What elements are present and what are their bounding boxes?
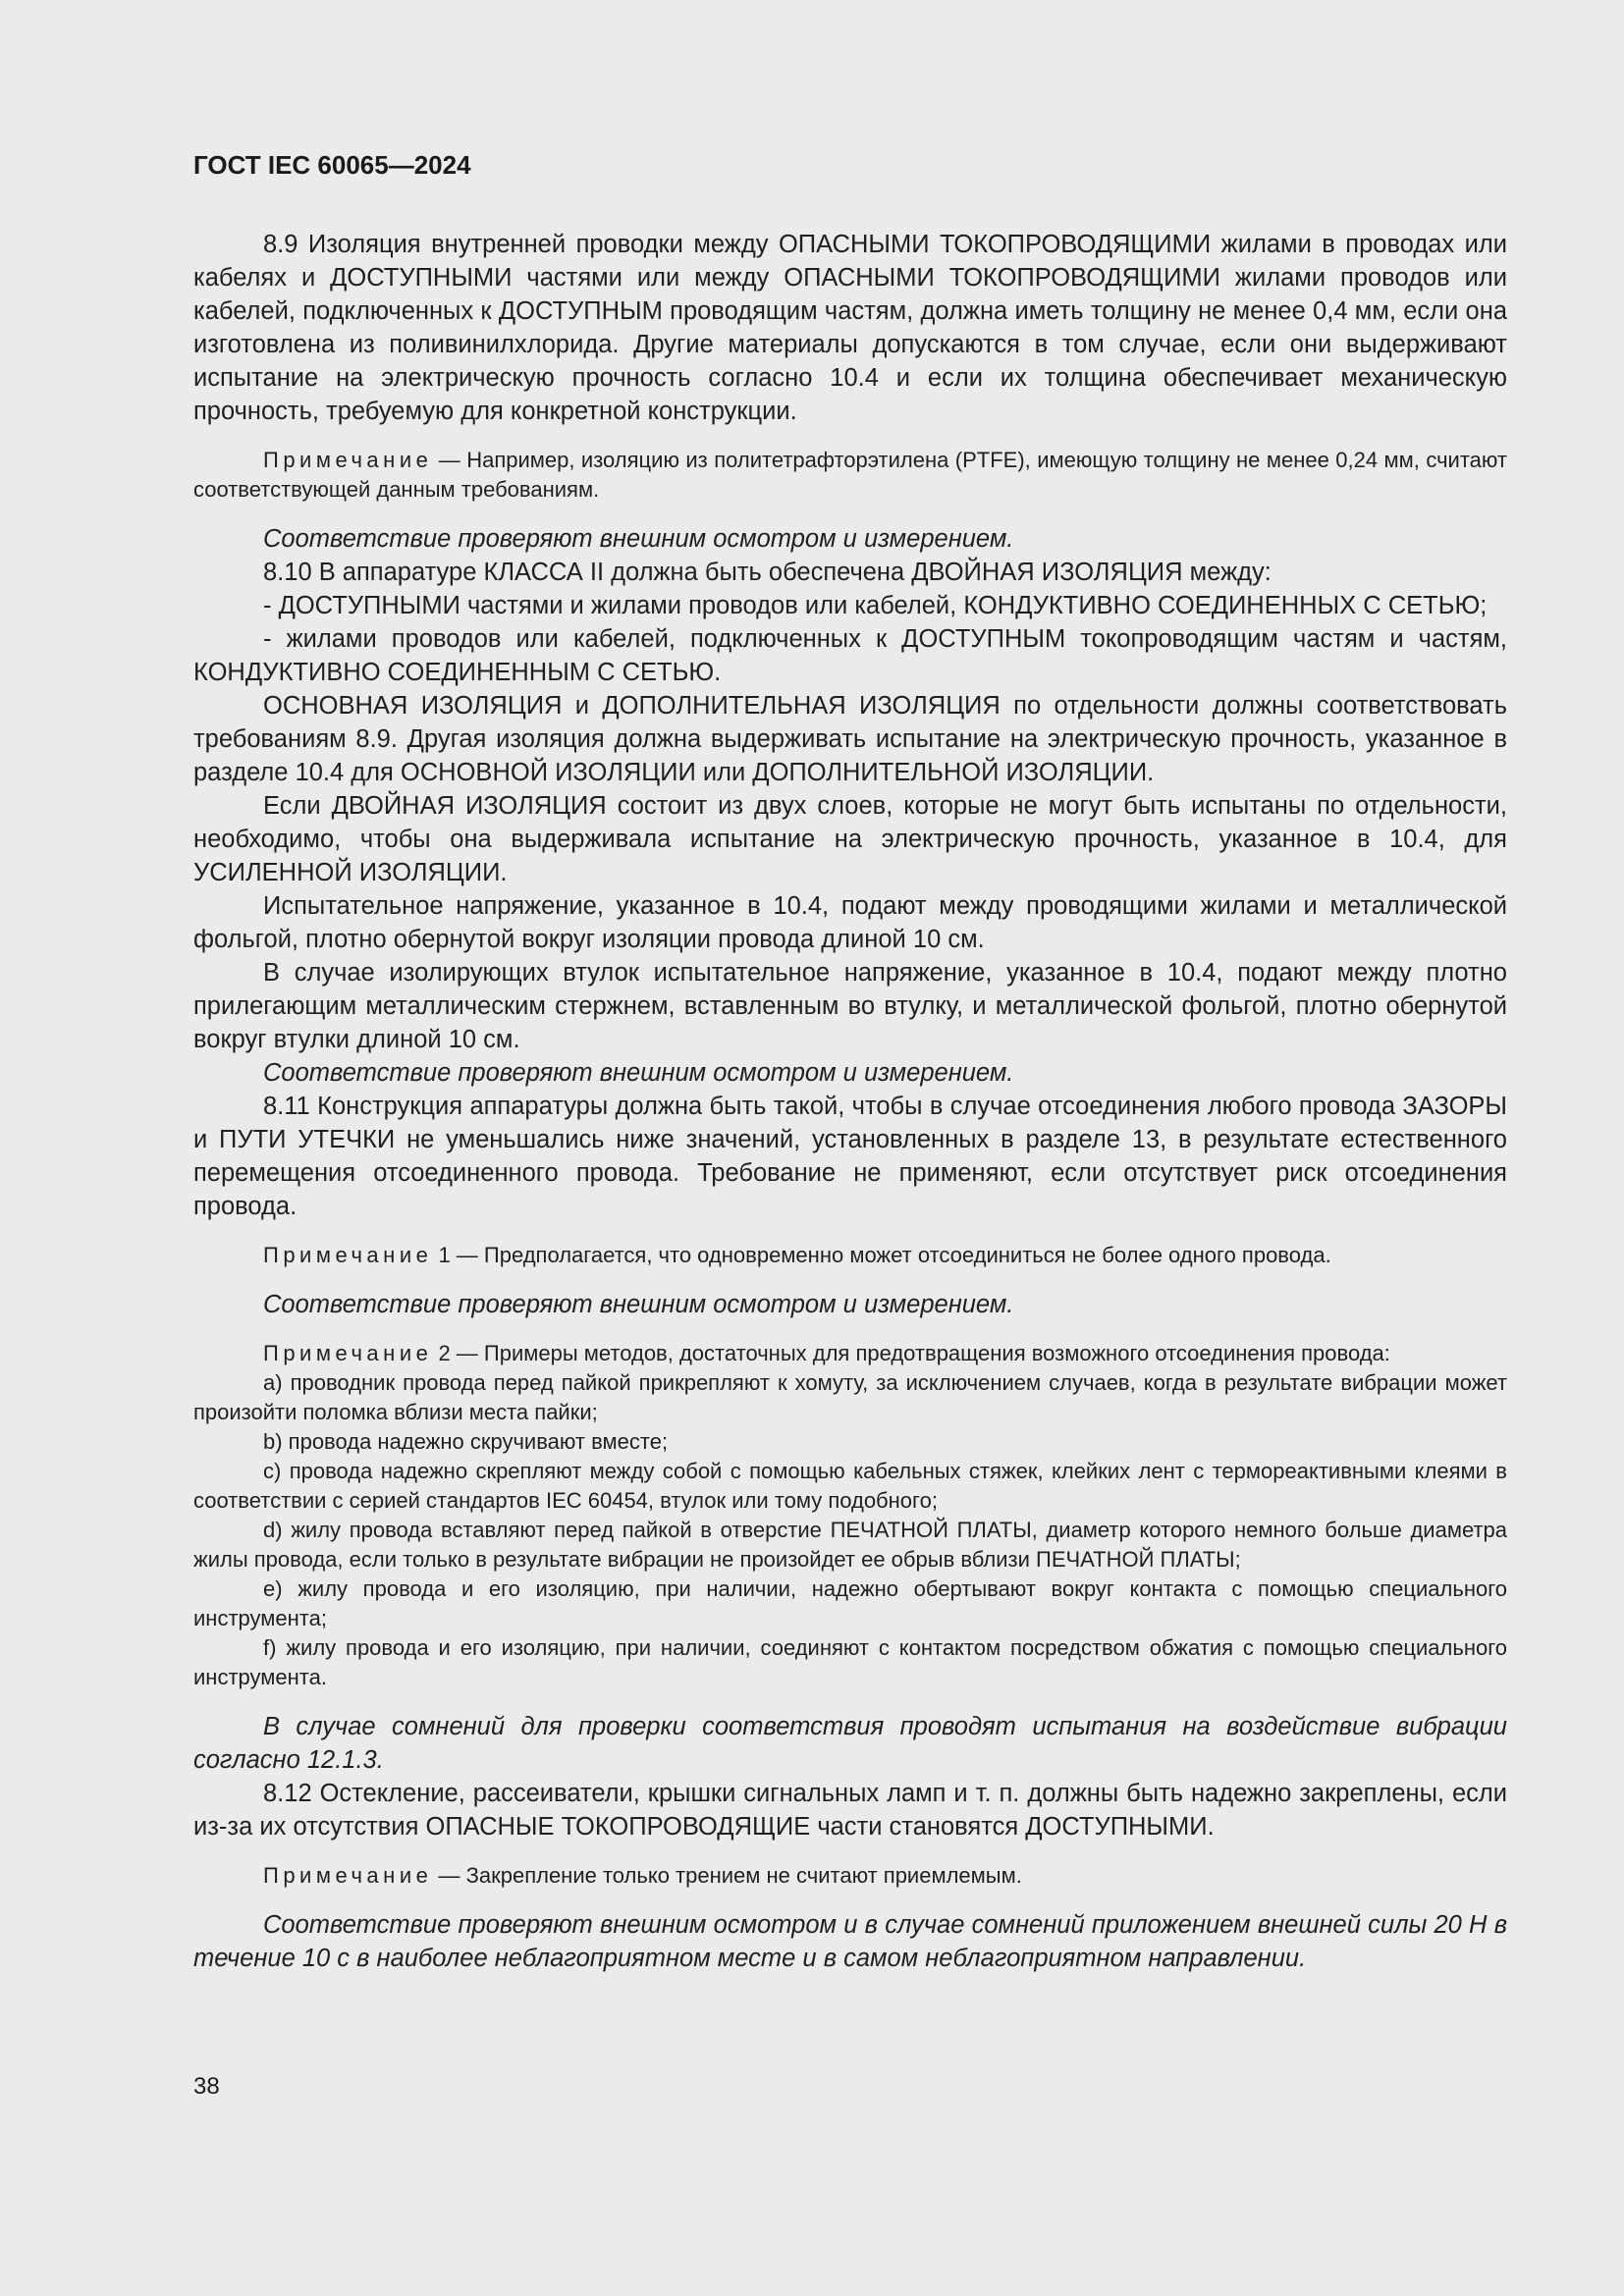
page-number: 38 [193,2073,220,2100]
note-text: — Например, изоляцию из политетрафторэтилена (PTFE), имеющую толщину не менее 0,24 мм, считают соответствующей данным требованиям. [193,448,1507,502]
paragraph: Испытательное напряжение, указанное в 10.4, подают между проводящими жилами и металлической фольгой, плотно обернутой вокруг изоляции провода длиной 10 см. [193,892,1507,953]
list-item: d) жилу провода вставляют перед пайкой в отверстие ПЕЧАТНОЙ ПЛАТЫ, диаметр которого немного больше диаметра жилы провода, если только в результате вибрации не произойдет ее обрыв вблизи ПЕЧАТНОЙ ПЛАТЫ; [193,1518,1507,1572]
compliance-check: Соответствие проверяют внешним осмотром и измерением. [263,1291,1014,1318]
paragraph: ОСНОВНАЯ ИЗОЛЯЦИЯ и ДОПОЛНИТЕЛЬНАЯ ИЗОЛЯЦИЯ по отдельности должны соответствовать требованиям 8.9. Другая изоляция должна выдерживать испытание на электрическую прочность, указанное в разделе 10.4 для ОСНОВНОЙ ИЗОЛЯЦИИ или ДОПОЛНИТЕЛЬНОЙ ИЗОЛЯЦИИ. [193,692,1507,786]
document-header: ГОСТ IEC 60065—2024 [193,150,471,180]
document-page [193,147,1507,1975]
paragraph: В случае изолирующих втулок испытательное напряжение, указанное в 10.4, подают между плотно прилегающим металлическим стержнем, вставленным во втулку, и металлической фольгой, плотно обернутой вокруг втулки длиной 10 см. [193,959,1507,1053]
note-label: Примечание [263,1341,433,1365]
list-item: b) провода надежно скручивают вместе; [263,1429,669,1454]
note-text: 2 — Примеры методов, достаточных для предотвращения возможного отсоединения провода: [432,1341,1390,1365]
paragraph: Если ДВОЙНАЯ ИЗОЛЯЦИЯ состоит из двух слоев, которые не могут быть испытаны по отдельности, необходимо, чтобы она выдерживала испытание на электрическую прочность, указанное в 10.4, для УСИЛЕННОЙ ИЗОЛЯЦИИ. [193,792,1507,886]
note-1 [193,1241,1507,1270]
list-item: f) жилу провода и его изоляцию, при наличии, соединяют с контактом посредством обжатия с помощью специального инструмента. [193,1635,1507,1689]
list-item: e) жилу провода и его изоляцию, при наличии, надежно обертывают вокруг контакта с помощью специального инструмента; [193,1576,1507,1630]
paragraph-8-10: 8.10 В аппаратуре КЛАССА II должна быть обеспечена ДВОЙНАЯ ИЗОЛЯЦИЯ между: [263,559,1272,586]
list-item: a) проводник провода перед пайкой прикрепляют к хомуту, за исключением случаев, когда в результате вибрации может произойти поломка вблизи места пайки; [193,1370,1507,1424]
paragraph-8-12: 8.12 Остекление, рассеиватели, крышки сигнальных ламп и т. п. должны быть надежно закреплены, если из-за их отсутствия ОПАСНЫЕ ТОКОПРОВОДЯЩИЕ части становятся ДОСТУПНЫМИ. [193,1780,1507,1841]
compliance-check: Соответствие проверяют внешним осмотром и измерением. [263,1059,1014,1087]
note-8-12 [193,1861,1507,1891]
list-item: - жилами проводов или кабелей, подключенных к ДОСТУПНЫМ токопроводящим частям и частям, КОНДУКТИВНО СОЕДИНЕННЫМ С СЕТЬЮ. [193,625,1507,686]
note-label: Примечание [263,1863,433,1888]
note-text: — Закрепление только трением не считают приемлемым. [432,1863,1022,1888]
paragraph-8-9: 8.9 Изоляция внутренней проводки между ОПАСНЫМИ ТОКОПРОВОДЯЩИМИ жилами в проводах или кабелях и ДОСТУПНЫМИ частями или между ОПАСНЫМИ ТОКОПРОВОДЯЩИМИ жилами проводов или кабелей, подключенных к ДОСТУПНЫМ проводящим частям, должна иметь толщину не менее 0,4 мм, если она изготовлена из поливинилхлорида. Другие материалы допускаются в том случае, если они выдерживают испытание на электрическую прочность согласно 10.4 и если их толщина обеспечивает механическую прочность, требуемую для конкретной конструкции. [193,231,1507,425]
note-label: Примечание [263,1243,433,1267]
list-item: c) провода надежно скрепляют между собой с помощью кабельных стяжек, клейких лент с термореактивными клеями в соответствии с серией стандартов IEC 60454, втулок или тому подобного; [193,1459,1507,1513]
compliance-check: Соответствие проверяют внешним осмотром и измерением. [263,525,1014,553]
paragraph-8-11: 8.11 Конструкция аппаратуры должна быть такой, чтобы в случае отсоединения любого провода ЗАЗОРЫ и ПУТИ УТЕЧКИ не уменьшались ниже значений, установленных в разделе 13, в результате естественного перемещения отсоединенного провода. Требование не применяют, если отсутствует риск отсоединения провода. [193,1093,1507,1220]
note-8-9 [193,446,1507,505]
list-item: - ДОСТУПНЫМИ частями и жилами проводов или кабелей, КОНДУКТИВНО СОЕДИНЕННЫХ С СЕТЬЮ; [263,592,1488,619]
compliance-check: Соответствие проверяют внешним осмотром и в случае сомнений приложением внешней силы 20 Н в течение 10 с в наиболее неблагоприятном месте и в самом неблагоприятном направлении. [193,1911,1507,1972]
note-text: 1 — Предполагается, что одновременно может отсоединиться не более одного провода. [432,1243,1331,1267]
note-2 [193,1339,1507,1368]
note-label: Примечание [263,448,433,472]
compliance-check: В случае сомнений для проверки соответствия проводят испытания на воздействие вибрации согласно 12.1.3. [193,1713,1507,1774]
